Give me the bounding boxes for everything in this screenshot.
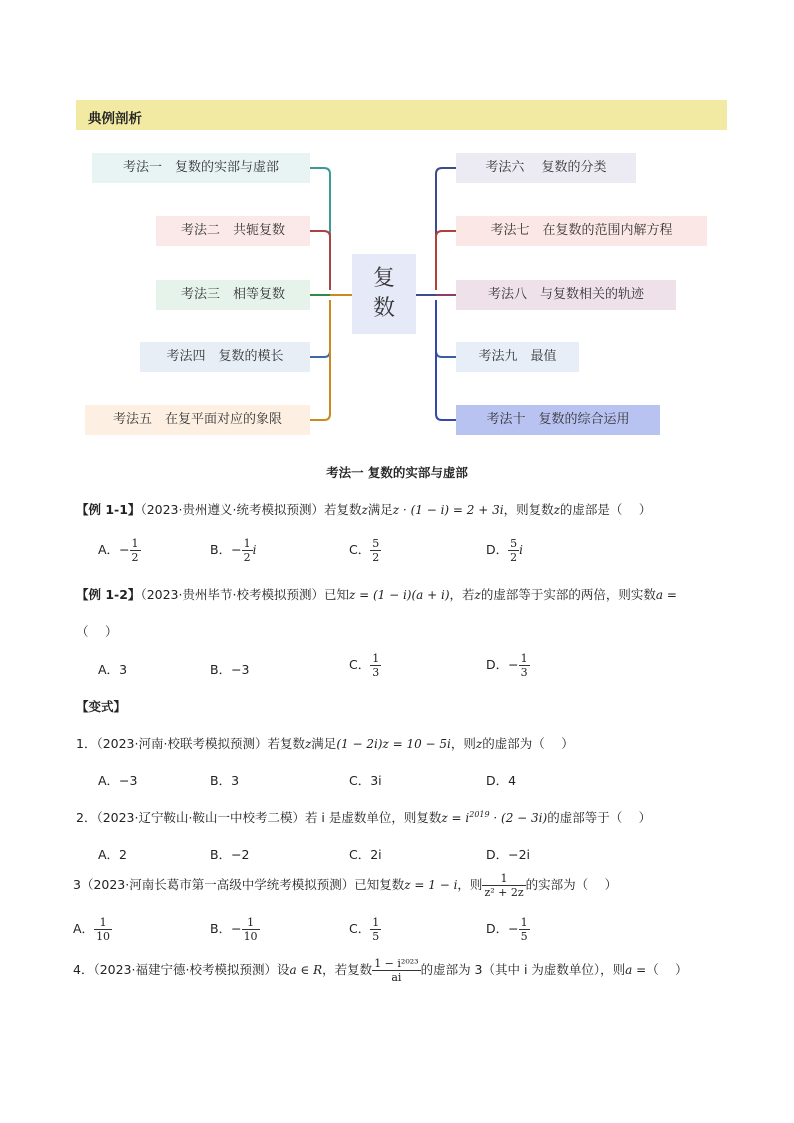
method-node-7: 考法七 在复数的范围内解方程	[456, 216, 707, 246]
variant-title: 【变式】	[76, 699, 127, 714]
option-a[interactable]: A．3	[98, 662, 128, 677]
option-b[interactable]: B．−2	[210, 847, 250, 862]
example-1-2	[76, 585, 677, 603]
option-d[interactable]: D．− $\frac{1}{5}$	[486, 916, 528, 943]
question-text: ，若	[449, 587, 475, 602]
option-d[interactable]: D．− $\frac{1}{3}$	[486, 652, 528, 679]
var-z: z	[553, 503, 560, 517]
option-b[interactable]: B．− $\frac{1}{2}$ i	[210, 537, 257, 564]
example-1-1	[76, 500, 651, 518]
question-text: ，则复数	[503, 502, 554, 517]
question-source: （2023·贵州遵义·统考模拟预测）若复数	[140, 502, 362, 517]
method-node-3: 考法三 相等复数	[156, 280, 310, 310]
method-node-10: 考法十 复数的综合运用	[456, 405, 660, 435]
variant-2: 2．（2023·辽宁鞍山·鞍山一中校考二模）若 i 是虚数单位，则复数$z = i^{2019} \cdot (2 - 3i)$的虚部等于（ ）	[76, 809, 652, 825]
option-a[interactable]: A．2	[98, 847, 128, 862]
option-c[interactable]: C． $\frac{5}{2}$	[349, 537, 380, 564]
option-c[interactable]: C．3i	[349, 773, 382, 788]
option-a[interactable]: A．− $\frac{1}{2}$	[98, 537, 139, 564]
method-node-8: 考法八 与复数相关的轨迹	[456, 280, 676, 310]
variant-4: 4．（2023·福建宁德·校考模拟预测）设a ∈ R，若复数 $\frac{\text{1 − i²⁰²³}}{ai}$ 的虚部为 3（其中 i 为虚数单位），则a =（ ）	[73, 957, 688, 984]
mindmap-center	[352, 254, 416, 334]
option-b[interactable]: B．− $\frac{1}{10}$	[210, 916, 258, 943]
question-text: 的虚部是（ ）	[559, 502, 652, 517]
option-d[interactable]: D． $\frac{5}{2}$ i	[486, 537, 523, 564]
var-z: z	[474, 588, 481, 602]
banner-title: 典例剖析	[88, 111, 142, 127]
option-a[interactable]: A．−3	[98, 773, 138, 788]
question-source: （2023·贵州毕节·校考模拟预测）已知	[140, 587, 349, 602]
variant-1: 1．（2023·河南·校联考模拟预测）若复数z满足(1 − 2i)z = 10 − 5i，则z的虚部为（ ）	[76, 736, 574, 751]
math-expr: a =	[655, 588, 677, 602]
option-b[interactable]: B．3	[210, 773, 240, 788]
question-text: 满足	[367, 502, 393, 517]
method-node-2: 考法二 共轭复数	[156, 216, 310, 246]
option-d[interactable]: D．4	[486, 773, 517, 788]
center-char-1: 复	[372, 266, 395, 291]
example-label: 【例 1-2】	[76, 587, 141, 602]
method-node-6: 考法六 复数的分类	[456, 153, 636, 183]
option-b[interactable]: B．−3	[210, 662, 250, 677]
center-char-2: 数	[372, 296, 395, 321]
option-a[interactable]: A． $\frac{1}{10}$	[73, 916, 111, 943]
example-1-2-paren: （ ）	[76, 624, 118, 639]
math-expr: z · (1 − i) = 2 + 3i	[392, 503, 504, 517]
var-z: z	[361, 503, 368, 517]
method-node-4: 考法四 复数的模长	[140, 342, 310, 372]
section-title: 考法一 复数的实部与虚部	[326, 465, 468, 480]
option-c[interactable]: C．2i	[349, 847, 382, 862]
method-node-9: 考法九 最值	[456, 342, 579, 372]
option-c[interactable]: C． $\frac{1}{3}$	[349, 652, 380, 679]
method-node-5: 考法五 在复平面对应的象限	[85, 405, 310, 435]
question-text: 的虚部等于实部的两倍，则实数	[480, 587, 656, 602]
method-node-1: 考法一 复数的实部与虚部	[92, 153, 310, 183]
option-d[interactable]: D．−2i	[486, 847, 531, 862]
example-label: 【例 1-1】	[76, 502, 141, 517]
math-expr: z = (1 − i)(a + i)	[348, 588, 450, 602]
variant-3: 3（2023·河南长葛市第一高级中学统考模拟预测）已知复数z = 1 − i，则 $\frac{1}{\text{z² + 2z}}$ 的实部为（ ）	[73, 872, 618, 899]
option-c[interactable]: C． $\frac{1}{5}$	[349, 916, 380, 943]
